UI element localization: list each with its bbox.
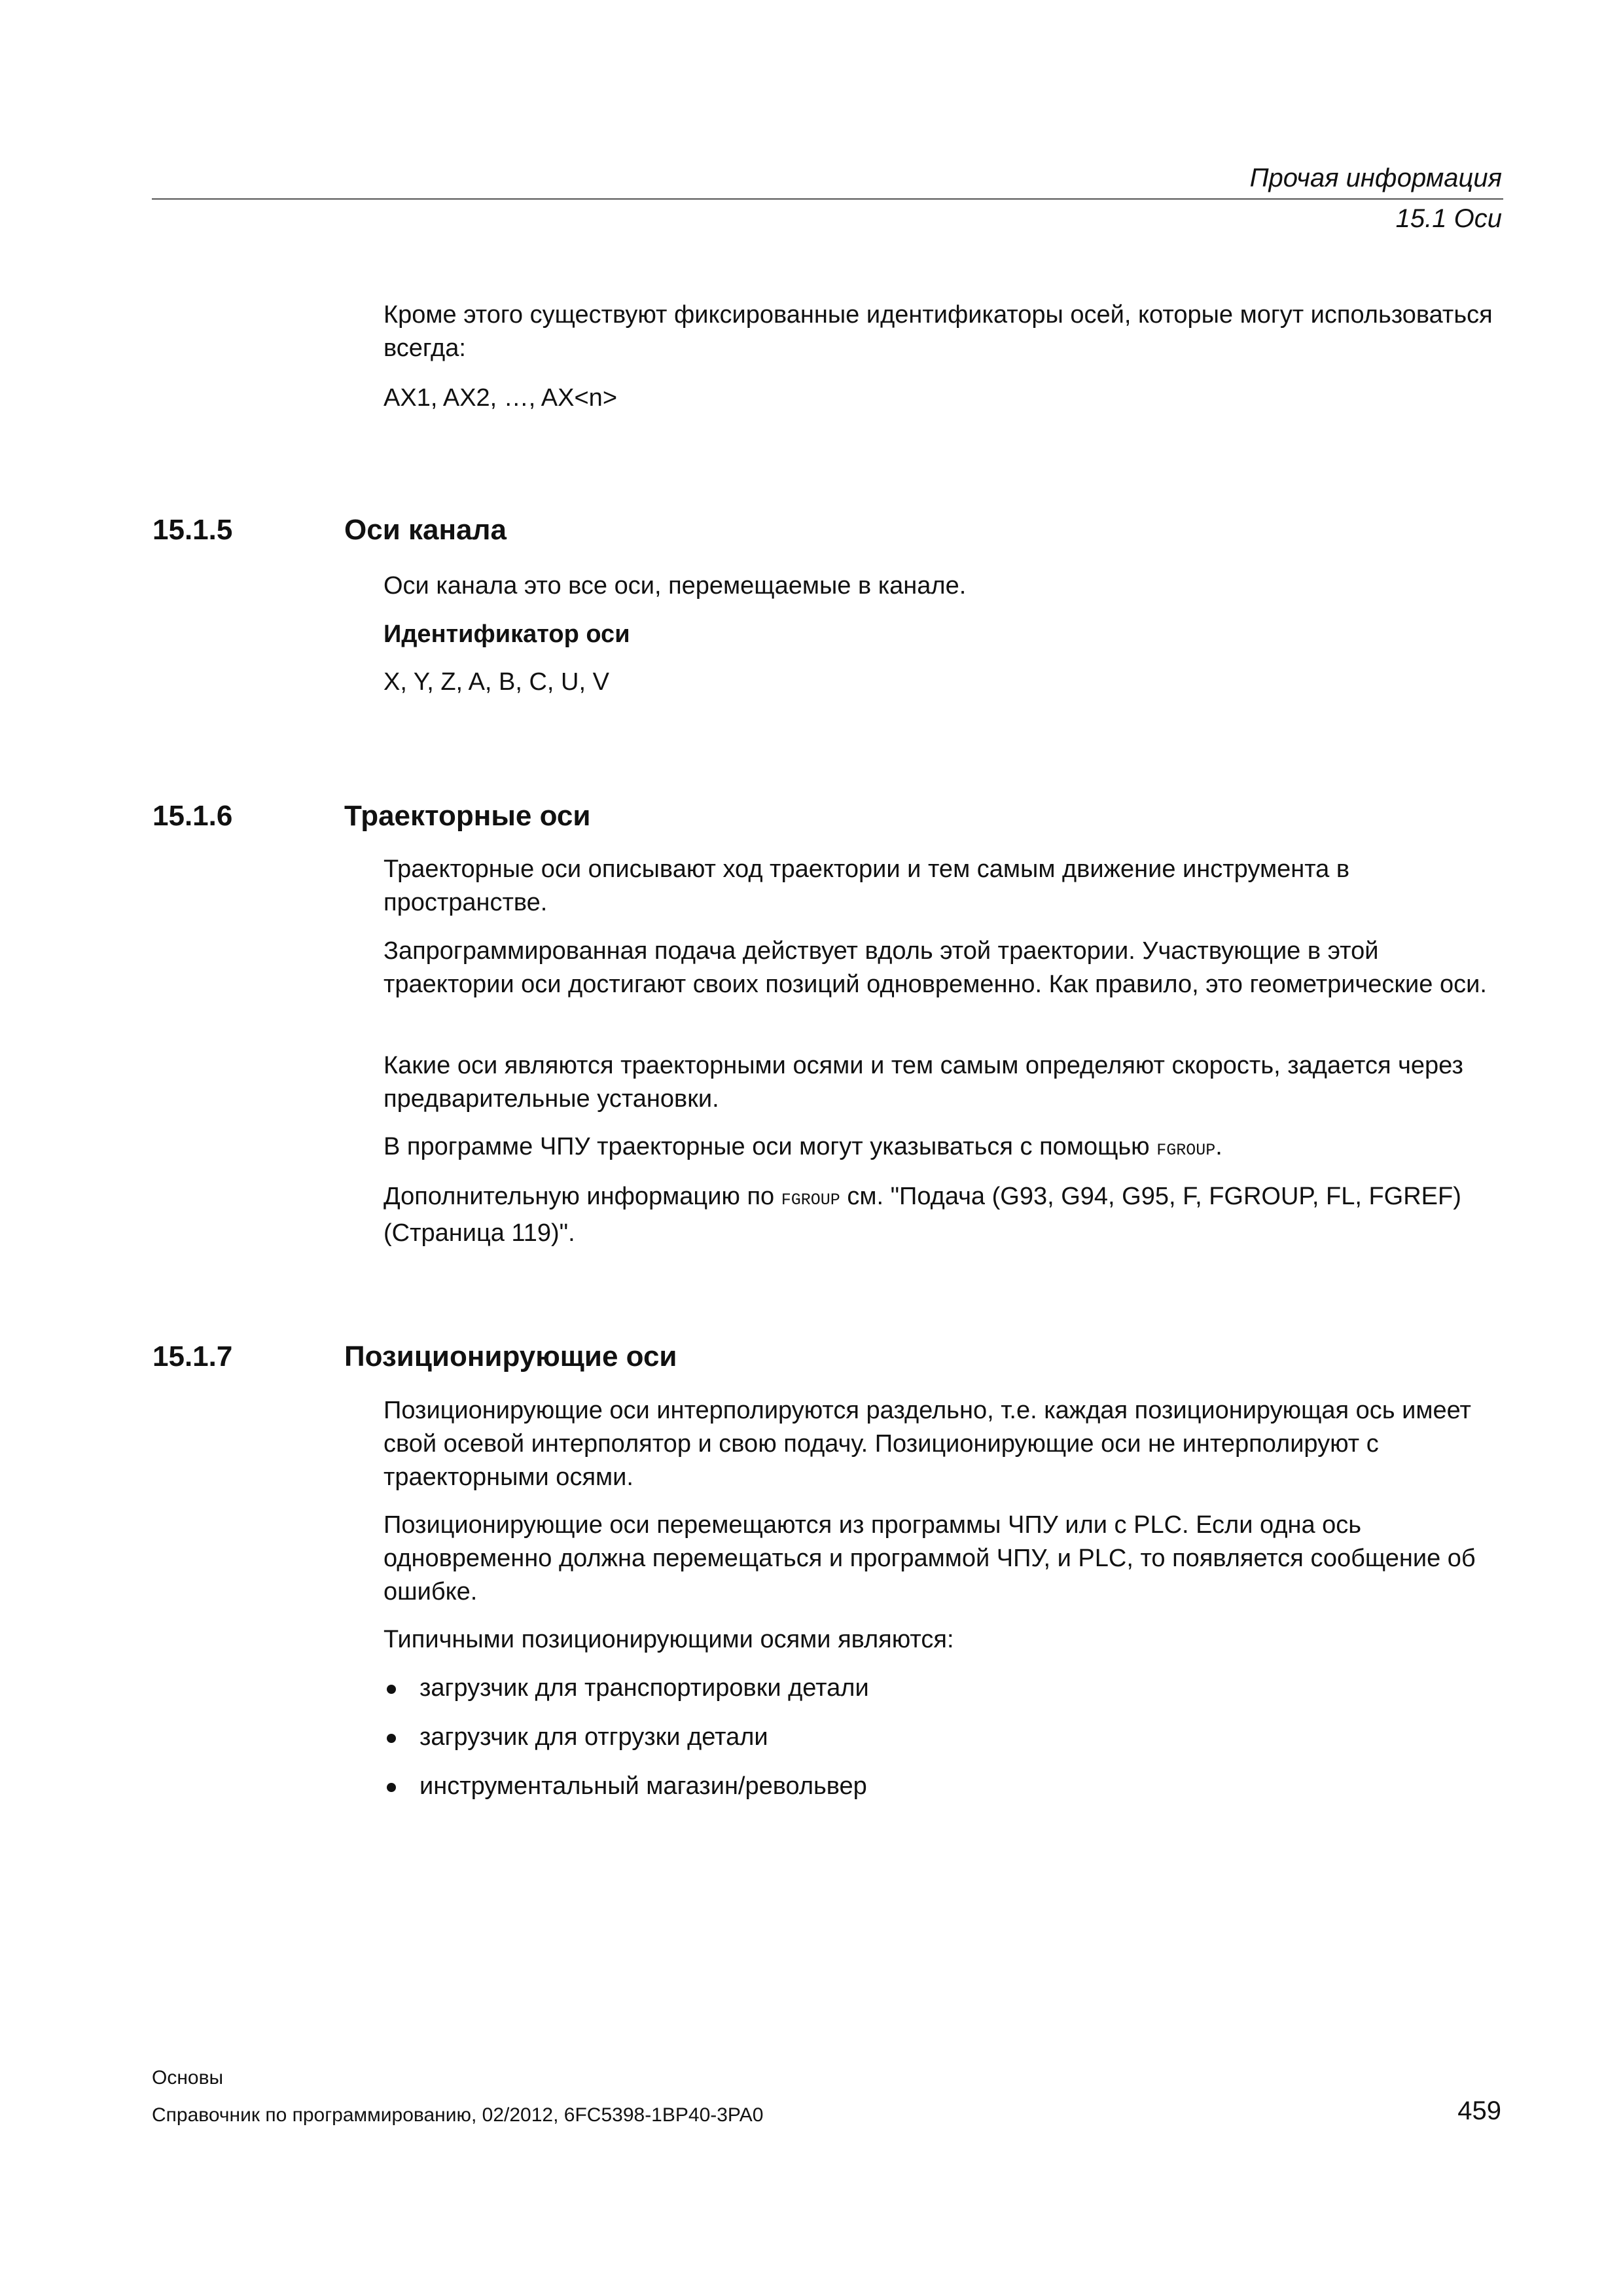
list-item [383,1672,1509,1705]
intro-block [383,298,1509,365]
path-axes-p2-block [383,935,1509,1001]
fgroup-code: FGROUP [1156,1141,1216,1160]
page-number: 459 [1457,2096,1501,2125]
path-axes-paragraph-5 [383,1180,1509,1250]
channel-axes-body [383,569,1509,603]
section-title-positioning-axes: Позиционирующие оси [344,1340,677,1372]
path-axes-paragraph-4 [383,1130,1509,1167]
fgroup-code: FGROUP [781,1191,840,1210]
channel-axes-subheading-block [383,618,1509,651]
path-axes-p1-block [383,853,1509,920]
section-title-path-axes: Траекторные оси [344,800,591,832]
list-item-text: загрузчик для отгрузки детали [419,1723,768,1751]
section-title-channel-axes: Оси канала [344,514,507,546]
section-number-15-1-5: 15.1.5 [152,514,233,546]
path-axes-paragraph-2: Запрограммированная подача действует вдоль этой траектории. Участвующие в этой траектории оси достигают своих позиций одновременно. Как правило, это геометрические оси. [383,937,1487,998]
feed-cross-reference: см. "Подача (G93, G94, G95, F, FGROUP, FL, FGREF) (Страница 119)". [383,1183,1461,1247]
bullet-icon [387,1685,396,1694]
typical-positioning-axes-list [383,1672,1509,1803]
axis-identifiers-list: X, Y, Z, A, B, C, U, V [383,668,609,696]
path-axes-p4-text: В программе ЧПУ траекторные оси могут указываться с помощью [383,1133,1157,1160]
section-number-15-1-6: 15.1.6 [152,800,233,832]
bullet-icon [387,1783,396,1792]
intro-example: AX1, AX2, …, AX<n> [383,384,618,412]
axis-identifier-subheading: Идентификатор оси [383,620,630,648]
positioning-axes-p1-block [383,1394,1509,1494]
section-number-15-1-7: 15.1.7 [152,1340,233,1372]
channel-axes-identifiers-block [383,666,1509,699]
footer-product-name: Основы [152,2067,224,2089]
path-axes-p3-block [383,1049,1509,1116]
path-axes-p4-block [383,1130,1509,1167]
list-item [383,1770,1509,1803]
positioning-axes-paragraph-2: Позиционирующие оси перемещаются из программы ЧПУ или с PLC. Если одна ось одновременно должна перемещаться и программой ЧПУ, и PLC, то появляется сообщение об ошибке. [383,1511,1476,1605]
channel-axes-paragraph: Оси канала это все оси, перемещаемые в канале. [383,572,967,600]
bullet-icon [387,1734,396,1743]
path-axes-paragraph-1: Траекторные оси описывают ход траектории и тем самым движение инструмента в пространстве. [383,855,1350,916]
positioning-axes-paragraph-3: Типичными позиционирующими осями являются: [383,1626,954,1653]
positioning-axes-p2-block [383,1509,1509,1609]
positioning-axes-list-block [383,1672,1509,1819]
path-axes-p4-end: . [1215,1133,1222,1160]
path-axes-p5-block [383,1180,1509,1250]
intro-example-block [383,382,1509,415]
positioning-axes-p3-block [383,1623,1509,1657]
list-item-text: инструментальный магазин/револьвер [419,1772,867,1800]
list-item-text: загрузчик для транспортировки детали [419,1674,869,1702]
intro-paragraph: Кроме этого существуют фиксированные идентификаторы осей, которые могут использоваться всегда: [383,301,1493,362]
list-item [383,1721,1509,1754]
header-section-title: 15.1 Оси [1395,204,1502,233]
path-axes-paragraph-3: Какие оси являются траекторными осями и тем самым определяют скорость, задается через предварительные установки. [383,1052,1463,1113]
header-chapter-title: Прочая информация [1249,164,1502,192]
footer-document-reference: Справочник по программированию, 02/2012, 6FC5398-1BP40-3PA0 [152,2104,764,2126]
path-axes-p5-text: Дополнительную информацию по [383,1183,781,1210]
positioning-axes-paragraph-1: Позиционирующие оси интерполируются раздельно, т.е. каждая позиционирующая ось имеет свой осевой интерполятор и свою подачу. Позиционирующие оси не интерполируют с траекторными осями. [383,1397,1471,1491]
header-rule [152,198,1503,200]
